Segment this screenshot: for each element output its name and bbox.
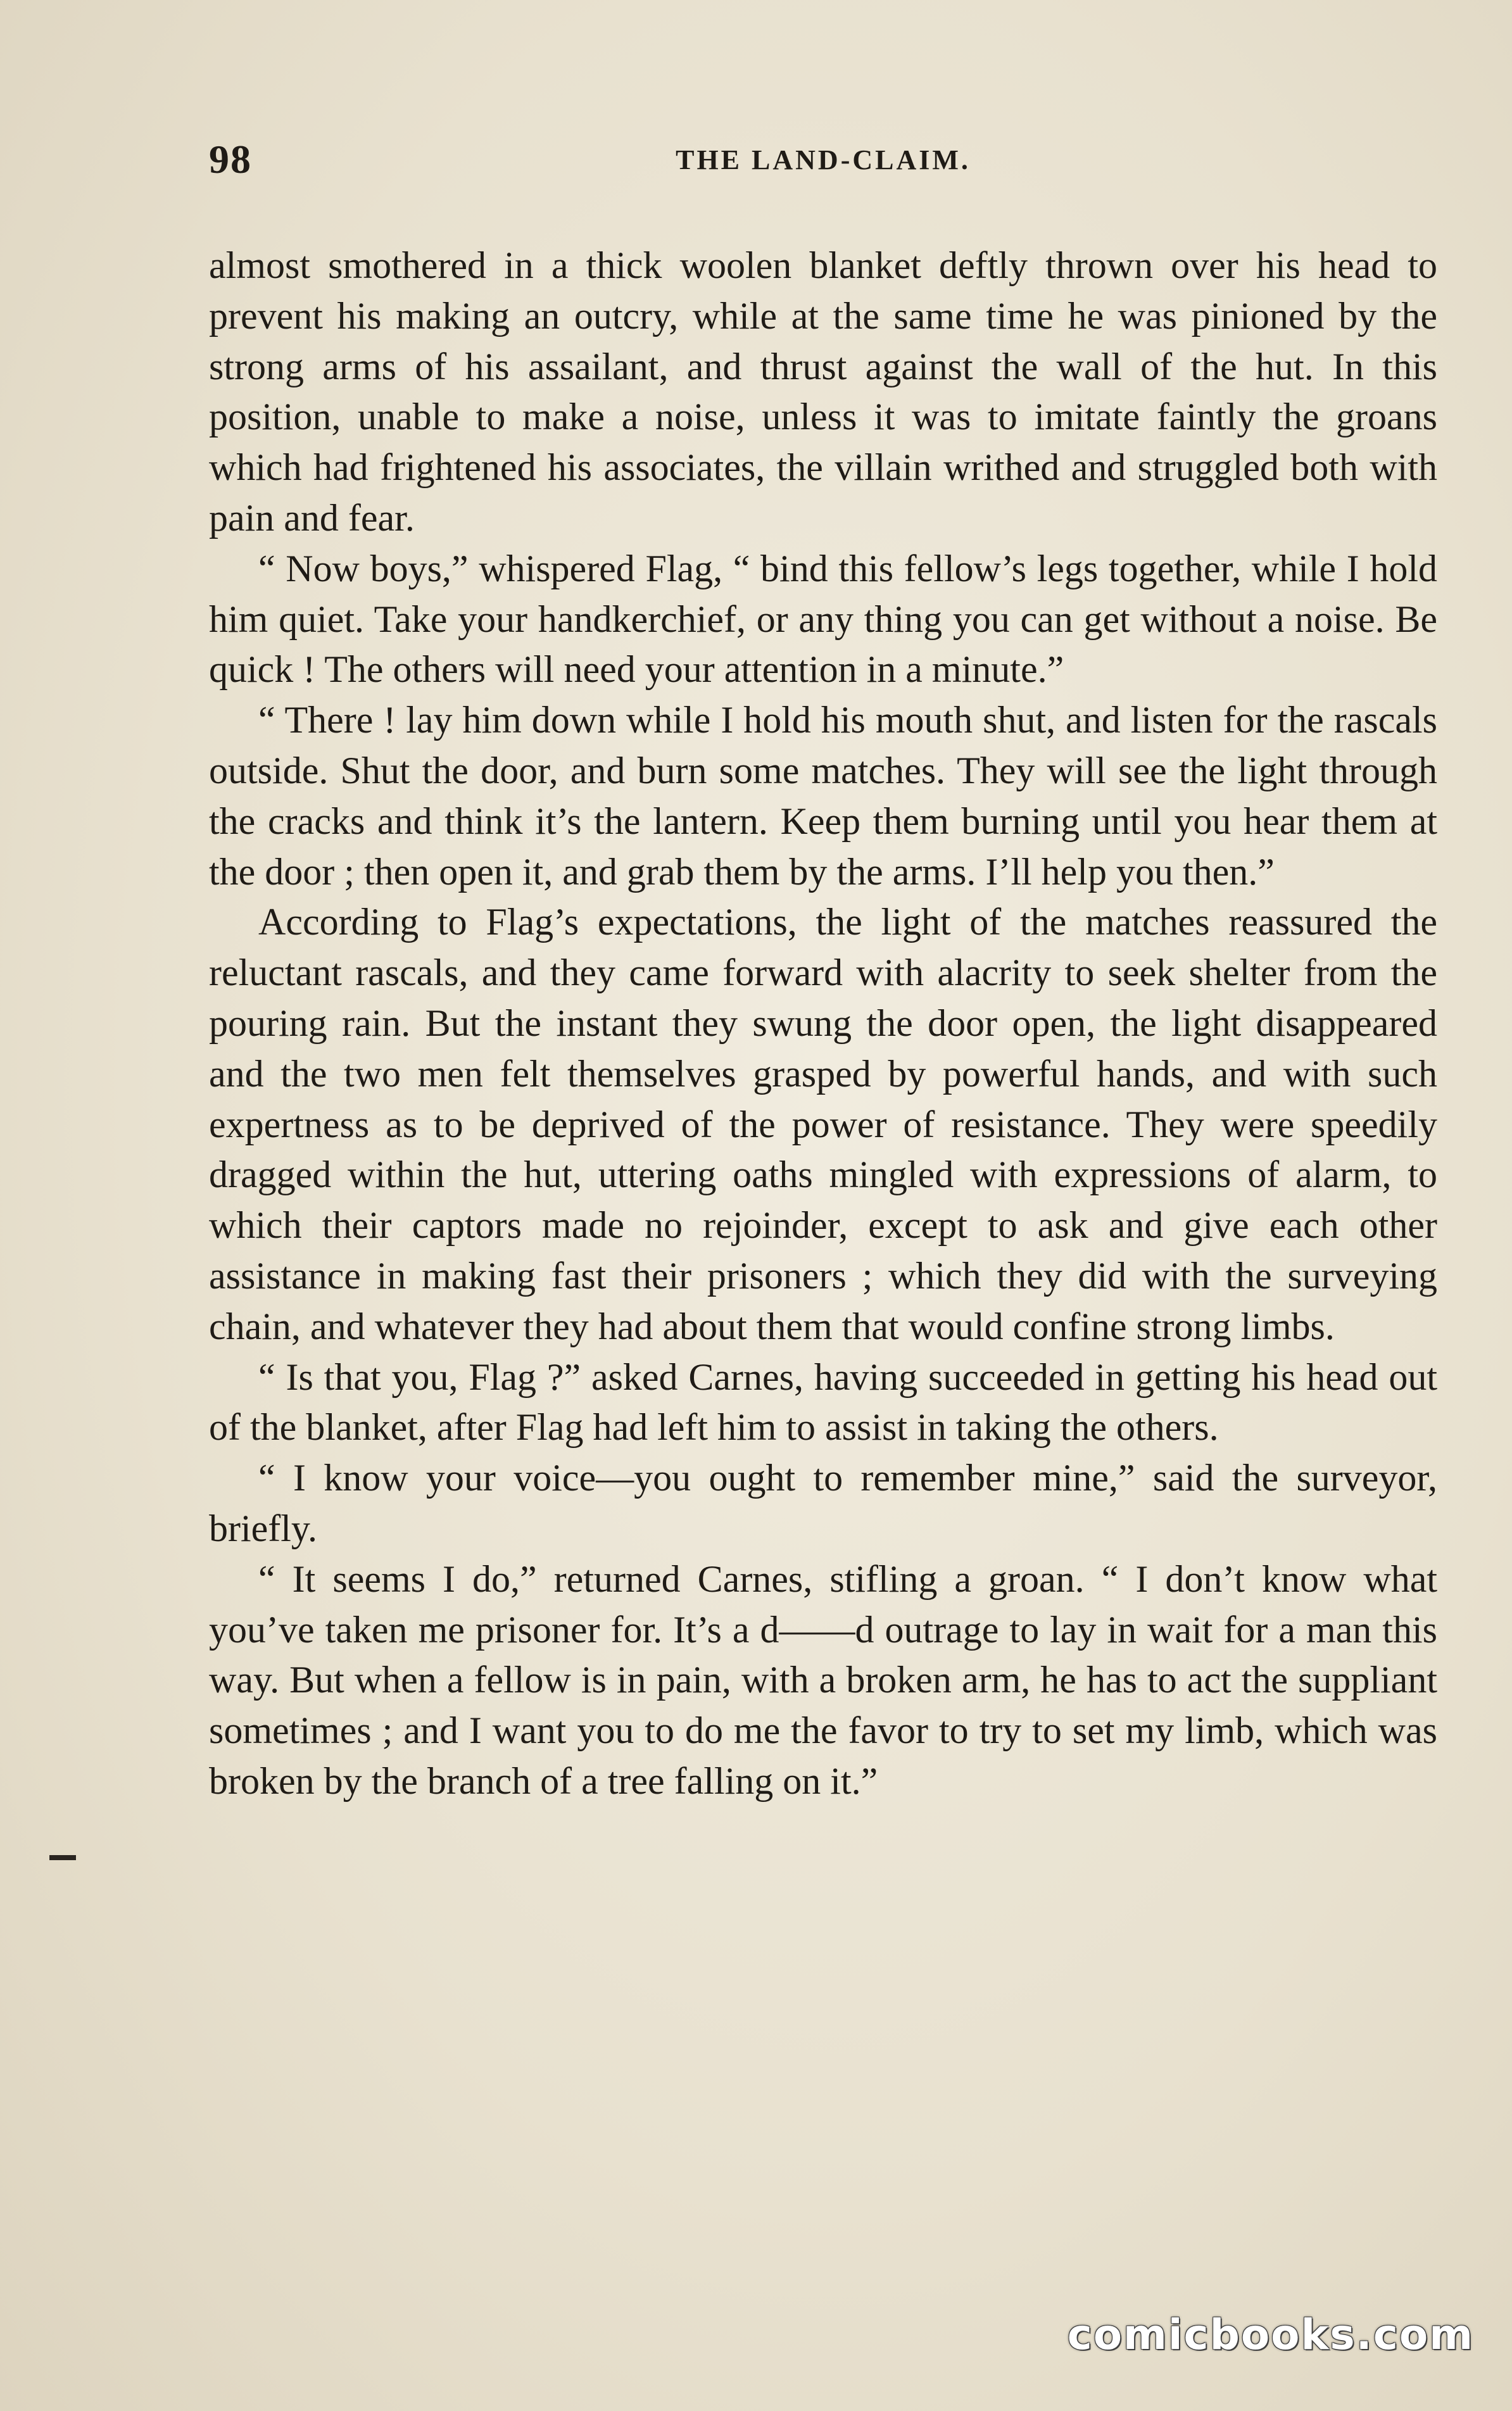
page-number: 98 xyxy=(209,137,252,182)
paragraph: “ Is that you, Flag ?” asked Carnes, having succeeded in getting his head out of the blanket, after Flag had left him to assist in taking the others. xyxy=(209,1356,1437,1449)
paragraph: According to Flag’s expectations, the light of the matches reassured the reluctant rascals, and they came forward with alacrity to seek shelter from the pouring rain. But the instant they swung the door open, the light disappeared and the two men felt themselves grasped by powerful hands, and with such expertness as to be deprived of the power of resistance. They were speedily dragged within the hut, uttering oaths mingled with expressions of alarm, to which their captors made no rejoinder, except to ask and give each other assistance in making fast their prisoners ; which they did with the surveying chain, and whatever they had about them that would confine strong limbs. xyxy=(209,901,1437,1347)
running-head xyxy=(209,136,1437,187)
paragraph: “ I know your voice—you ought to remember mine,” said the surveyor, briefly. xyxy=(209,1457,1437,1549)
running-title: THE LAND-CLAIM. xyxy=(676,144,971,175)
paragraph: “ There ! lay him down while I hold his mouth shut, and listen for the rascals outside. Shut the door, and burn some matches. They will see the light through the cracks and think it’s the lantern. Keep them burning until you hear them at the door ; then open it, and grab them by the arms. I’ll help you then.” xyxy=(209,699,1437,893)
paragraph-continued: almost smothered in a thick woolen blanket deftly thrown over his head to prevent his making an outcry, while at the same time he was pinioned by the strong arms of his assailant, and thrust against the wall of the hut. In this position, unable to make a noise, unless it was to imitate faintly the groans which had frightened his associates, the villain writhed and struggled both with pain and fear. xyxy=(209,244,1437,539)
body-text xyxy=(209,241,1437,1807)
paragraph: “ It seems I do,” returned Carnes, stifling a groan. “ I don’t know what you’ve taken me prisoner for. It’s a d——d outrage to lay in wait for a man this way. But when a fellow is in pain, with a broken arm, he has to act the suppliant sometimes ; and I want you to do me the favor to try to set my limb, which was broken by the branch of a tree falling on it.” xyxy=(209,1558,1437,1802)
watermark: comicbooks.com xyxy=(1067,2310,1474,2359)
margin-mark xyxy=(49,1855,76,1860)
paragraph: “ Now boys,” whispered Flag, “ bind this fellow’s legs together, while I hold him quiet. Take your handkerchief, or any thing you can get without a noise. Be quick ! The others will need your attention in a minute.” xyxy=(209,547,1437,691)
